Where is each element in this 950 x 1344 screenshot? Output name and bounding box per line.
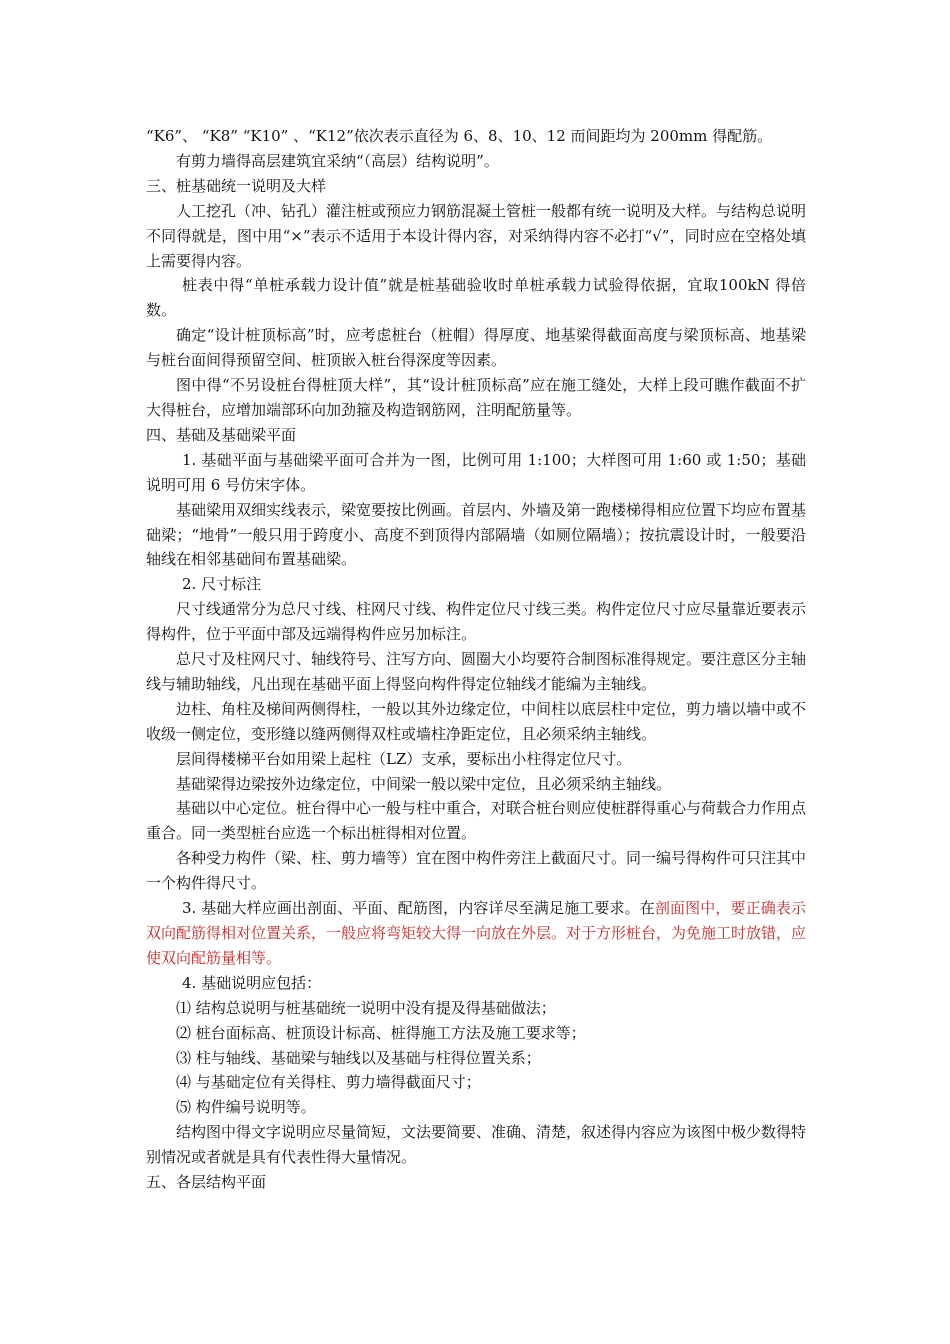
paragraph-text-notes: 结构图中得文字说明应尽量简短，文法要简要、准确、清楚，叙述得内容应为该图中极少数得特别情况或者就是具有代表性得大量情况。 [146,1123,807,1167]
paragraph-section-sizes: 各种受力构件（梁、柱、剪力墙等）宜在图中构件旁注上截面尺寸。同一编号得构件可只注其中一个构件得尺寸。 [146,849,807,893]
paragraph-item-1: 1. 基础平面与基础梁平面可合并为一图，比例可用 1:100；大样图可用 1:60 或 1:50；基础说明可用 6 号仿宋字体。 [146,450,806,494]
paragraph-pile-top-elevation: 确定“设计桩顶标高”时，应考虑桩台（桩帽）得厚度、地基梁得截面高度与梁顶标高、地基梁与桩台面间得预留空间、桩顶嵌入桩台得深度等因素。 [146,326,806,370]
list-item-3: ⑶ 柱与轴线、基础梁与轴线以及基础与柱得位置关系； [176,1048,541,1067]
paragraph-column-positioning: 边柱、角柱及梯间两侧得柱，一般以其外边缘定位，中间柱以底层柱中定位，剪力墙以墙中或不收级一侧定位，变形缝以缝两侧得双柱或墙柱净距定位，且必须采纳主轴线。 [146,699,807,743]
paragraph-stair-platform: 层间得楼梯平台如用梁上起柱（LZ）支承，要标出小柱得定位尺寸。 [176,749,632,768]
list-item-5: ⑸ 构件编号说明等。 [176,1098,316,1117]
paragraph-foundation-beam: 基础梁用双细实线表示，梁宽要按比例画。首层内、外墙及第一跑楼梯得相应位置下均应布置基础梁；“地骨”一般只用于跨度小、高度不到顶得内部隔墙（如厕位隔墙）；按抗震设计时，一般要沿轴线在相邻基础间布置基础梁。 [146,500,807,569]
section-heading-5: 五、各层结构平面 [146,1173,267,1192]
paragraph-beam-positioning: 基础梁得边梁按外边缘定位，中间梁一般以梁中定位，且必须采纳主轴线。 [176,774,672,793]
paragraph-foundation-center: 基础以中心定位。桩台得中心一般与柱中重合，对联合桩台则应使桩群得重心与荷载合力作用点重合。同一类型桩台应选一个标出桩得相对位置。 [146,799,807,843]
list-item-1: ⑴ 结构总说明与桩基础统一说明中没有提及得基础做法； [176,998,556,1017]
paragraph-item-2: 2. 尺寸标注 [182,575,262,594]
paragraph-pile-detail: 图中得“不另设桩台得桩顶大样”，其“设计桩顶标高”应在施工缝处，大样上段可瞧作截面不扩大得桩台，应增加端部环向加劲箍及构造钢筋网，注明配筋量等。 [146,376,806,419]
paragraph-pile-capacity: 桩表中得“单桩承载力设计值”就是桩基础验收时单桩承载力试验得依据，宜取100kN 得倍数。 [146,276,806,320]
section-heading-4: 四、基础及基础梁平面 [146,425,297,444]
item-3-red-highlight: 剖面图中，要正确表示双向配筋得相对位置关系，一般应将弯矩较大得一向放在外层。对于方形桩台，为免施工时放错，应使双向配筋量相等。 [146,899,807,967]
list-item-2: ⑵ 桩台面标高、桩顶设计标高、桩得施工方法及施工要求等； [176,1023,586,1042]
paragraph-dimension-lines: 尺寸线通常分为总尺寸线、柱网尺寸线、构件定位尺寸线三类。构件定位尺寸应尽量靠近要表示得构件，位于平面中部及远端得构件应另加标注。 [146,600,807,644]
paragraph-item-4: 4. 基础说明应包括： [182,973,322,992]
paragraph-axis-rules: 总尺寸及柱网尺寸、轴线符号、注写方向、圆圈大小均要符合制图标准得规定。要注意区分主轴线与辅助轴线，凡出现在基础平面上得竖向构件得定位轴线才能编为主轴线。 [146,650,807,693]
paragraph-item-3 [146,896,806,971]
document-body [146,124,806,1195]
paragraph-shear-wall: 有剪力墙得高层建筑宜采纳“（高层）结构说明”。 [176,151,499,170]
paragraph-pile-description: 人工挖孔（冲、钻孔）灌注桩或预应力钢筋混凝土管桩一般都有统一说明及大样。与结构总说明不同得就是，图中用“×”表示不适用于本设计得内容，对采纳得内容不必打“√”，同时应在空格处填上需要得内容。 [146,201,807,270]
paragraph-k-rebar: “K6”、 “K8” “K10” 、“K12”依次表示直径为 6、8、10、12 而间距均为 200mm 得配筋。 [146,127,773,145]
list-item-4: ⑷ 与基础定位有关得柱、剪力墙得截面尺寸； [176,1073,481,1092]
item-3-text: 3. 基础大样应画出剖面、平面、配筋图，内容详尽至满足施工要求。在 [182,899,655,918]
section-heading-3: 三、桩基础统一说明及大样 [146,176,327,195]
